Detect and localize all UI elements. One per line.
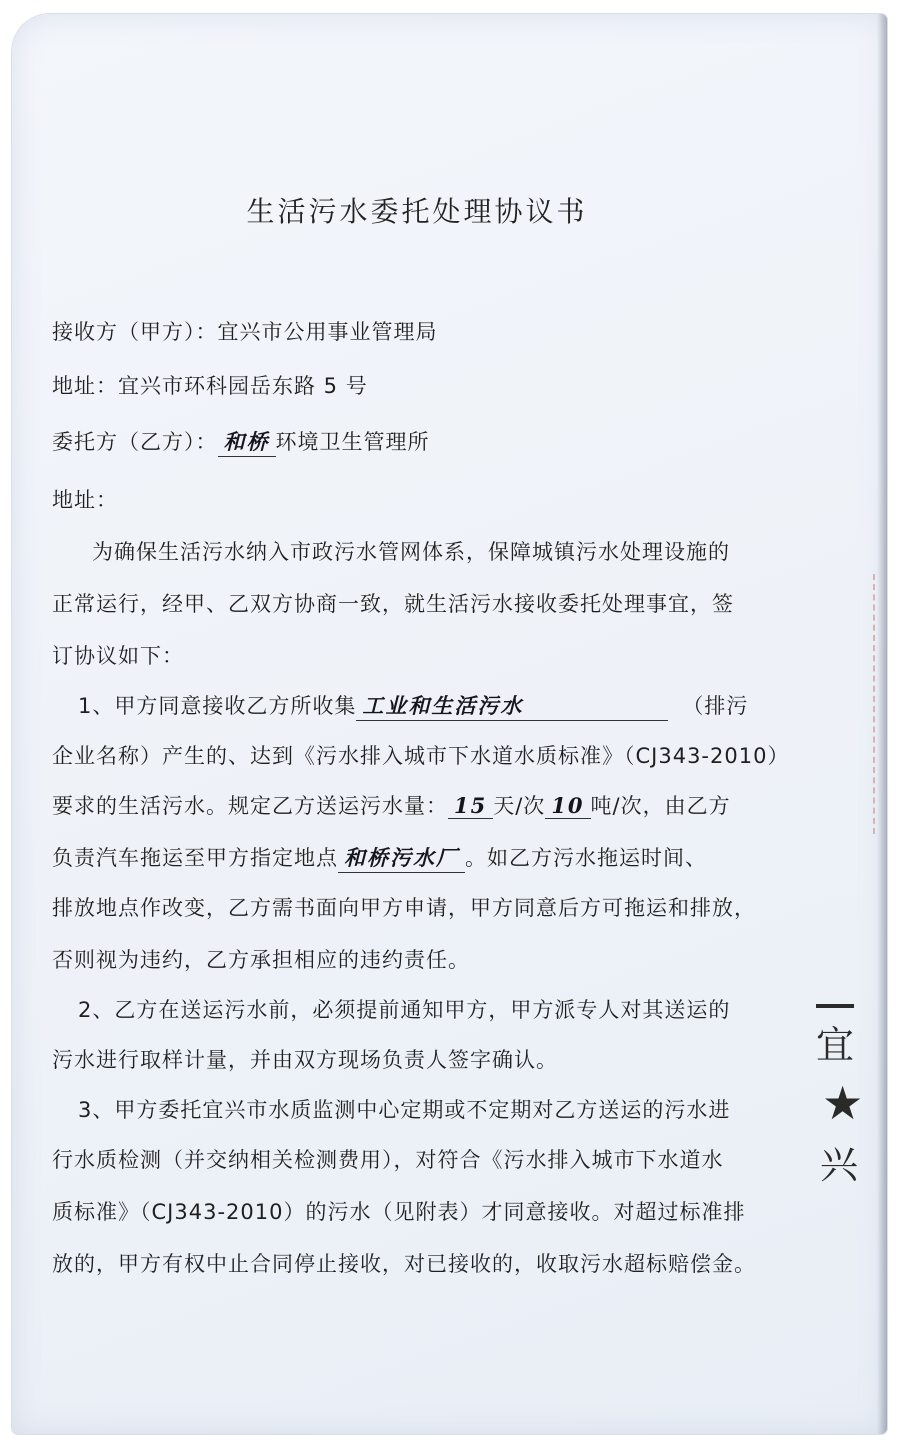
address-b-line: [52, 484, 118, 514]
address-a-value: 宜兴市环科园岳东路 5 号: [118, 374, 368, 398]
seal-star-icon: ★: [822, 1076, 864, 1130]
clause-1-line-5: 排放地点作改变，乙方需书面向甲方申请，甲方同意后方可拖运和排放，: [52, 896, 756, 920]
clause-3-line-2: 行水质检测（并交纳相关检测费用），对符合《污水排入城市下水道水: [52, 1148, 724, 1172]
clause-3-line-3: 质标准》（CJ343-2010）的污水（见附表）才同意接收。对超过标准排: [52, 1200, 746, 1224]
clause-1-text-g: 。如乙方污水拖运时间、: [465, 846, 707, 870]
intro-line-3: 订协议如下：: [52, 644, 184, 668]
clause-1-text-c: 要求的生活污水。规定乙方送运污水量：: [52, 794, 448, 818]
paper-sheet: [12, 14, 887, 1434]
margin-mark: [867, 574, 875, 834]
address-a-label: 地址：: [52, 374, 118, 398]
intro-line-1: 为确保生活污水纳入市政污水管网体系，保障城镇污水处理设施的: [92, 540, 730, 564]
clause-1-text-d: 天/次: [493, 794, 546, 818]
seal-char-bottom: 兴: [820, 1143, 859, 1187]
intro-line-2: 正常运行，经甲、乙双方协商一致，就生活污水接收委托处理事宜，签: [52, 592, 734, 616]
party-a-line: [52, 316, 438, 346]
clause-1-line-3: [52, 790, 731, 820]
clause-2-line-2: 污水进行取样计量，并由双方现场负责人签字确认。: [52, 1048, 558, 1072]
seal-stamp: [808, 1004, 878, 1204]
clause-1-line-6: 否则视为违约，乙方承担相应的违约责任。: [52, 948, 470, 972]
document-title: 生活污水委托处理协议书: [246, 195, 588, 228]
party-b-line: [52, 426, 430, 457]
address-a-line: [52, 370, 368, 400]
clause-1-handwritten-location: 和桥污水厂: [338, 842, 465, 873]
clause-3-line-1: 3、甲方委托宜兴市水质监测中心定期或不定期对乙方送运的污水进: [78, 1098, 731, 1122]
party-b-label: 委托方（乙方）：: [52, 430, 218, 454]
clause-1-text-e: 吨/次，由乙方: [590, 794, 731, 818]
clause-1-text-b: （排污: [682, 694, 749, 718]
party-a-label: 接收方（甲方）：: [52, 320, 218, 344]
clause-1-line-2: 企业名称）产生的、达到《污水排入城市下水道水质标准》（CJ343-2010）: [52, 744, 790, 768]
clause-2-line-1: 2、乙方在送运污水前，必须提前通知甲方，甲方派专人对其送运的: [78, 998, 731, 1022]
clause-1-text-f: 负责汽车拖运至甲方指定地点: [52, 846, 338, 870]
party-b-suffix: 环境卫生管理所: [275, 430, 430, 454]
party-b-handwritten: 和桥: [218, 426, 276, 457]
clause-3-line-4: 放的，甲方有权中止合同停止接收，对已接收的，收取污水超标赔偿金。: [52, 1252, 756, 1276]
party-a-name: 宜兴市公用事业管理局: [217, 320, 438, 344]
clause-1-handwritten-days: 15: [448, 793, 493, 819]
clause-1-line-4: [52, 842, 707, 873]
clause-1-handwritten-tons: 10: [545, 793, 590, 819]
seal-char-top: 宜: [816, 1004, 854, 1069]
address-b-label: 地址：: [52, 488, 118, 512]
clause-1-text-a: 1、甲方同意接收乙方所收集: [78, 694, 357, 718]
clause-1-line-1: [78, 690, 748, 721]
clause-1-handwritten-type: 工业和生活污水: [356, 690, 668, 721]
